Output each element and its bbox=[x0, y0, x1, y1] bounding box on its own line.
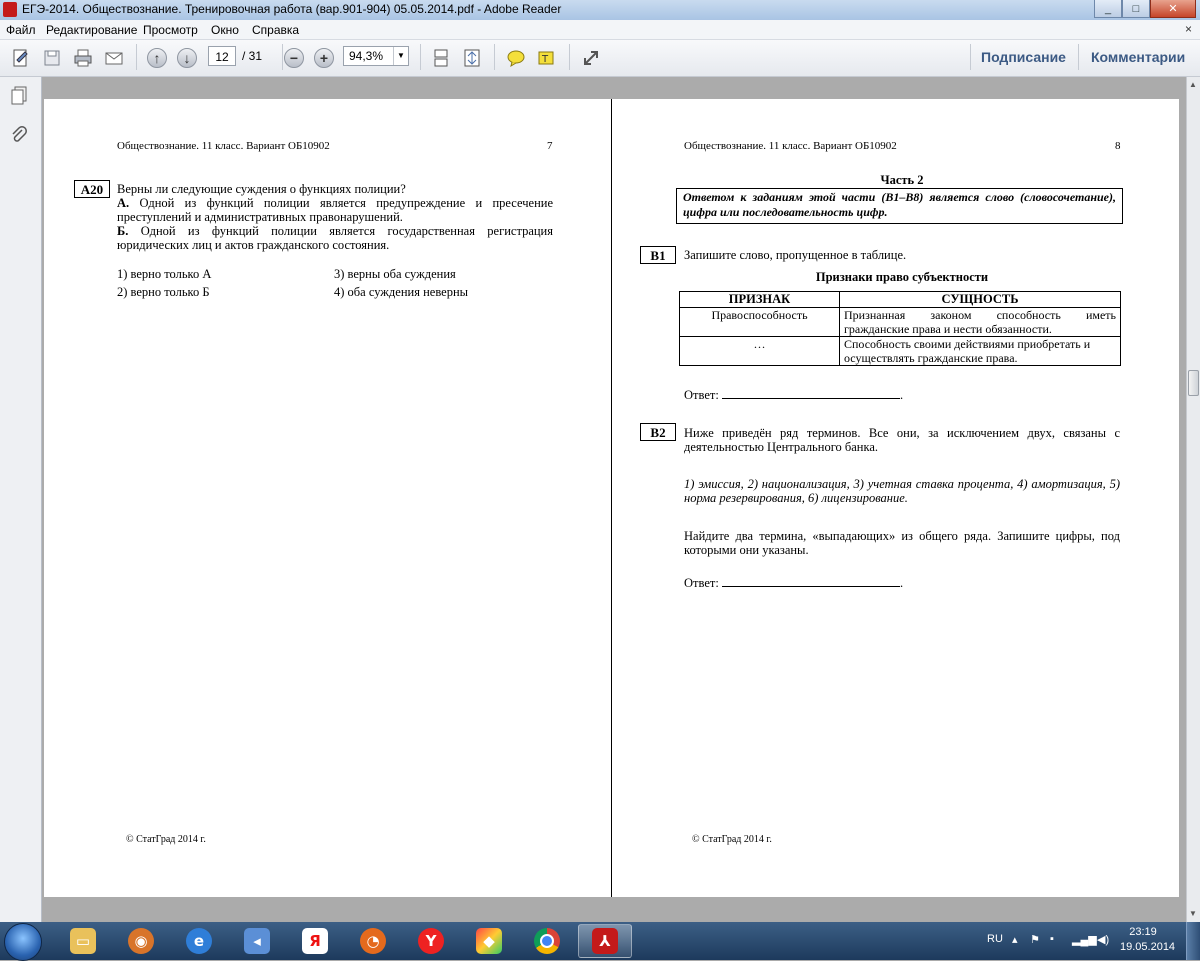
b1-task: Запишите слово, пропущенное в таблице. bbox=[684, 248, 907, 262]
part-title: Часть 2 bbox=[880, 173, 924, 187]
explorer-taskbar-button[interactable] bbox=[56, 924, 110, 958]
question-id: В2 bbox=[640, 423, 676, 441]
question-id: В1 bbox=[640, 246, 676, 264]
fit-page-icon[interactable] bbox=[461, 47, 483, 69]
b1-answer: Ответ: . bbox=[684, 388, 904, 402]
sign-link[interactable]: Подписание bbox=[981, 49, 1066, 65]
save-icon[interactable] bbox=[41, 47, 63, 69]
option-4: 4) оба суждения неверны bbox=[334, 285, 469, 299]
folder-icon: ▭ bbox=[70, 928, 96, 954]
page-number: 7 bbox=[547, 140, 553, 152]
table-cell: Способность своими действиями приобретать и осуществлять гражданские права. bbox=[840, 337, 1121, 366]
answer-line bbox=[722, 387, 900, 399]
page-number-input[interactable]: 12 bbox=[208, 46, 236, 66]
firefox-taskbar-button[interactable] bbox=[346, 924, 400, 958]
menu-window[interactable]: Окно bbox=[211, 23, 239, 37]
scroll-mode-icon[interactable] bbox=[430, 47, 452, 69]
flag-icon[interactable]: ⚑ bbox=[1030, 934, 1040, 946]
close-document-icon[interactable]: × bbox=[1184, 22, 1192, 36]
chrome-taskbar-button[interactable] bbox=[520, 924, 574, 958]
option-1: 1) верно только А bbox=[117, 267, 212, 281]
page-footer: © СтатГрад 2014 г. bbox=[692, 834, 772, 845]
table-title: Признаки право субъектности bbox=[815, 270, 989, 284]
navigation-panel bbox=[0, 77, 42, 923]
document-view[interactable] bbox=[42, 77, 1186, 923]
tray-app-icon[interactable]: ▪ bbox=[1050, 933, 1054, 945]
page-number: 8 bbox=[1115, 140, 1121, 152]
chevron-down-icon[interactable]: ▼ bbox=[393, 47, 408, 65]
b2-instruction: Найдите два термина, «выпадающих» из общего ряда. Запишите цифры, под которыми они указаны. bbox=[684, 529, 1120, 557]
eye-icon: ◉ bbox=[128, 928, 154, 954]
column-header: ПРИЗНАК bbox=[680, 292, 840, 308]
question-id: A20 bbox=[74, 180, 110, 198]
fullscreen-icon[interactable] bbox=[580, 47, 602, 69]
signs-table bbox=[679, 291, 1121, 366]
scroll-thumb[interactable] bbox=[1188, 370, 1199, 396]
previous-page-icon[interactable]: ↑ bbox=[146, 47, 168, 69]
page-total: / 31 bbox=[242, 49, 263, 63]
media-taskbar-button[interactable] bbox=[230, 924, 284, 958]
option-2: 2) верно только Б bbox=[117, 285, 210, 299]
b2-terms: 1) эмиссия, 2) национализация, 3) учетная ставка процента, 4) амортизация, 5) норма резервирования, 6) лицензирование. bbox=[684, 477, 1120, 505]
zoom-value: 94,3% bbox=[349, 49, 384, 63]
menu-file[interactable]: Файл bbox=[6, 23, 36, 37]
clock[interactable] bbox=[1120, 925, 1176, 955]
table-cell: Правоспособность bbox=[680, 308, 840, 337]
next-page-icon[interactable]: ↓ bbox=[176, 47, 198, 69]
statement-b: Б. Одной из функций полиции является государственная регистрация юридических лиц и актов гражданского состояния. bbox=[117, 224, 553, 252]
adobe-reader-taskbar-button[interactable] bbox=[578, 924, 632, 958]
svg-text:T: T bbox=[542, 54, 549, 65]
viewer-taskbar-button[interactable] bbox=[114, 924, 168, 958]
chrome-icon bbox=[534, 928, 560, 954]
volume-icon[interactable]: ◀) bbox=[1097, 934, 1110, 946]
yandex-browser-taskbar-button[interactable] bbox=[404, 924, 458, 958]
globe-icon: e bbox=[186, 928, 212, 954]
ie-taskbar-button[interactable] bbox=[172, 924, 226, 958]
title-bar bbox=[0, 0, 1200, 21]
zoom-out-icon[interactable]: − bbox=[283, 47, 305, 69]
b2-task: Ниже приведён ряд терминов. Все они, за исключением двух, связаны с деятельностью Центрального банка. bbox=[684, 426, 1120, 454]
menu-help[interactable]: Справка bbox=[252, 23, 300, 37]
adobe-reader-icon bbox=[3, 2, 17, 17]
table-header-row bbox=[680, 292, 1121, 308]
pdf-page-8 bbox=[612, 99, 1179, 897]
create-pdf-icon[interactable] bbox=[10, 47, 32, 69]
speaker-icon: ◂ bbox=[244, 928, 270, 954]
taskbar bbox=[0, 922, 1200, 960]
option-3: 3) верны оба суждения bbox=[334, 267, 456, 281]
zoom-select[interactable] bbox=[343, 46, 409, 66]
app-taskbar-button[interactable] bbox=[462, 924, 516, 958]
part-instructions: Ответом к заданиям этой части (В1–В8) является слово (словосочетание), цифра или последовательность цифр. bbox=[676, 188, 1123, 224]
table-row bbox=[680, 337, 1121, 366]
network-icon[interactable]: ▂▄▆ bbox=[1072, 934, 1097, 946]
pages-panel-icon[interactable] bbox=[9, 85, 29, 105]
table-row bbox=[680, 308, 1121, 337]
question-a20 bbox=[117, 182, 553, 252]
window-title: ЕГЭ-2014. Обществознание. Тренировочная работа (вар.901-904) 05.05.2014.pdf - Adobe Reader bbox=[22, 2, 562, 16]
clock-date: 19.05.2014 bbox=[1120, 941, 1176, 953]
scroll-down-icon[interactable]: ▼ bbox=[1189, 909, 1197, 918]
pdf-icon: ⅄ bbox=[592, 928, 618, 954]
scroll-up-icon[interactable]: ▲ bbox=[1189, 80, 1197, 89]
show-desktop-button[interactable] bbox=[1186, 922, 1200, 960]
page-footer: © СтатГрад 2014 г. bbox=[126, 834, 206, 845]
table-cell: … bbox=[680, 337, 840, 366]
maximize-button[interactable]: □ bbox=[1122, 0, 1150, 18]
minimize-button[interactable]: _ bbox=[1094, 0, 1122, 18]
yandex-icon: Я bbox=[302, 928, 328, 954]
window-controls bbox=[1094, 0, 1196, 18]
page-header: Обществознание. 11 класс. Вариант ОБ10902 bbox=[117, 140, 330, 152]
question-text: Верны ли следующие суждения о функциях полиции? bbox=[117, 182, 406, 196]
zoom-in-icon[interactable]: + bbox=[313, 47, 335, 69]
close-button[interactable]: ✕ bbox=[1150, 0, 1196, 18]
comment-icon[interactable] bbox=[505, 47, 527, 69]
page-header: Обществознание. 11 класс. Вариант ОБ10902 bbox=[684, 140, 897, 152]
tray-expand-icon[interactable]: ▴ bbox=[1012, 934, 1018, 946]
menu-view[interactable]: Просмотр bbox=[143, 23, 198, 37]
language-indicator[interactable]: RU bbox=[987, 933, 1003, 945]
menu-edit[interactable]: Редактирование bbox=[46, 23, 138, 37]
comments-link[interactable]: Комментарии bbox=[1091, 49, 1186, 65]
start-button[interactable] bbox=[4, 923, 42, 961]
menu-bar bbox=[0, 20, 1200, 40]
email-icon[interactable] bbox=[103, 47, 125, 69]
app-icon: ◆ bbox=[476, 928, 502, 954]
statement-a: А. Одной из функций полиции является предупреждение и пресечение преступлений и административных правонарушений. bbox=[117, 196, 553, 224]
attachments-icon[interactable] bbox=[9, 125, 29, 145]
yandex-browser-icon: Y bbox=[418, 928, 444, 954]
b2-answer: Ответ: . bbox=[684, 576, 904, 590]
highlight-icon[interactable] bbox=[536, 47, 558, 69]
yandex-taskbar-button[interactable] bbox=[288, 924, 342, 958]
firefox-icon: ◔ bbox=[360, 928, 386, 954]
vertical-scrollbar[interactable] bbox=[1186, 77, 1200, 923]
pdf-page-7 bbox=[44, 99, 612, 897]
clock-time: 23:19 bbox=[1129, 926, 1157, 938]
print-icon[interactable] bbox=[72, 47, 94, 69]
column-header: СУЩНОСТЬ bbox=[840, 292, 1121, 308]
table-cell: Признанная законом способность иметь гражданские права и нести обязанности. bbox=[840, 308, 1121, 337]
answer-line bbox=[722, 575, 900, 587]
